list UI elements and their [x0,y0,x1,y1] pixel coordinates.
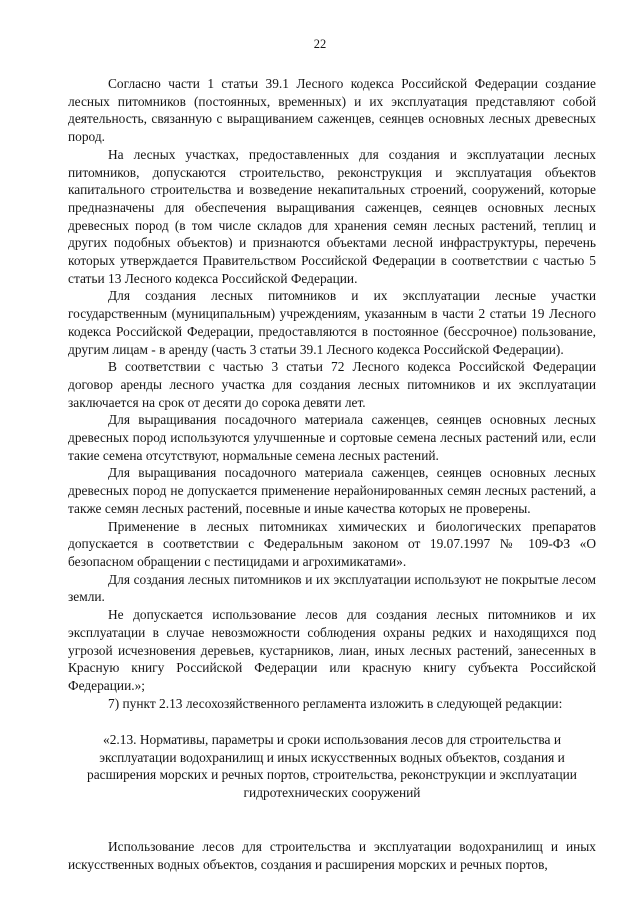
paragraph: Для выращивания посадочного материала саженцев, сеянцев основных лесных древесных пород используются улучшенные и сортовые семена лесных растений или, если такие семена отсутствуют, нормальные семена лесных растений. [68,412,596,463]
paragraph: Применение в лесных питомниках химических и биологических препаратов допускается в соответствии с Федеральным законом от 19.07.1997 № 109-ФЗ «О безопасном обращении с пестицидами и агрохимикатами». [68,518,596,569]
section-heading: «2.13. Нормативы, параметры и сроки использования лесов для строительства и эксплуатации водохранилищ и иных искусственных водных объектов, создания и расширения морских и речных портов, строительства, реконструкции и эксплуатации гидротехнических сооружений [87,732,577,800]
paragraph: Согласно части 1 статьи 39.1 Лесного кодекса Российской Федерации создание лесных питомников (постоянных, временных) и их эксплуатация представляют собой деятельность, связанную с выращиванием саженцев, сеянцев основных лесных древесных пород. [68,76,596,145]
amendment-line: 7) пункт 2.13 лесохозяйственного регламента изложить в следующей редакции: [108,695,563,711]
page-number: 22 [313,37,327,51]
paragraph: Для создания лесных питомников и их эксплуатации используют не покрытые лесом земли. [68,571,596,605]
paragraph: Использование лесов для строительства и эксплуатации водохранилищ и иных искусственных водных объектов, создания и расширения морских и речных портов, [68,839,596,873]
paragraph: В соответствии с частью 3 статьи 72 Лесного кодекса Российской Федерации договор аренды лесного участка для создания лесных питомников и их эксплуатации заключается на срок от десяти до сорока девяти лет. [68,359,596,410]
paragraph: Для создания лесных питомников и их эксплуатации лесные участки государственным (муниципальным) учреждениям, указанным в части 2 статьи 19 Лесного кодекса Российской Федерации, предоставляются в постоянное (бессрочное) пользование, другим лицам - в аренду (часть 3 статьи 39.1 Лесного кодекса Российской Федерации). [68,288,596,357]
paragraph: Для выращивания посадочного материала саженцев, сеянцев основных лесных древесных пород не допускается применение нерайонированных семян лесных растений, а также семян лесных растений, посевные и иные качества которых не проверены. [68,465,596,516]
paragraph: На лесных участках, предоставленных для создания и эксплуатации лесных питомников, допускаются строительство, реконструкция и эксплуатация объектов капитального строительства и возведение некапитальных строений, сооружений, которые предназначены для обеспечения выращивания саженцев, сеянцев основных лесных древесных пород (в том числе складов для хранения семян лесных растений, теплиц и других подобных объектов) и признаются объектами лесной инфраструктуры, перечень которых утверждается Правительством Российской Федерации в соответствии с частью 5 статьи 13 Лесного кодекса Российской Федерации. [68,146,596,286]
paragraph: Не допускается использование лесов для создания лесных питомников и их эксплуатации в случае невозможности соблюдения охраны редких и находящихся под угрозой исчезновения деревьев, кустарников, лиан, иных лесных растений, занесенных в Красную книгу Российской Федерации или красную книгу субъекта Российской Федерации.»; [68,607,596,693]
document-body [68,75,596,874]
